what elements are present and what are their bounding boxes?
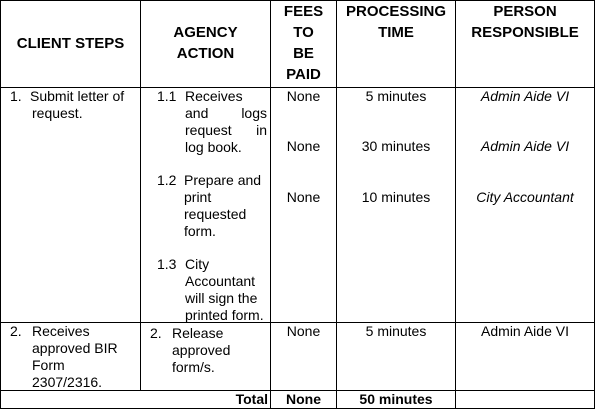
- header-person-responsible: [456, 1, 594, 43]
- header-agency-line1: AGENCY: [173, 24, 238, 41]
- action-1-2-line1: Prepare and: [184, 172, 262, 188]
- total-label: Total: [235, 391, 268, 407]
- action-1-1-line3a: request: [185, 122, 232, 138]
- action-1-1-line2b: logs: [241, 105, 267, 121]
- row2-client-step-line4: 2307/2316.: [32, 374, 103, 390]
- row2-client-step-line2: approved BIR: [32, 340, 118, 356]
- action-1-1-line3b: in: [256, 122, 267, 138]
- row2-step-number: 2.: [10, 323, 22, 339]
- action-1-2-line3: requested: [184, 206, 247, 222]
- header-person-line2: RESPONSIBLE: [471, 24, 579, 41]
- action-1-1-line4: log book.: [185, 139, 242, 155]
- action-1-1-line3: [185, 122, 267, 139]
- row1-fee-1: None: [286, 88, 321, 104]
- action-1-1-line1: Receives: [185, 88, 243, 104]
- row2-action-line3: form/s.: [172, 359, 215, 375]
- table-border-left: [0, 0, 1, 409]
- header-fees: [271, 1, 336, 85]
- header-processing-time: [337, 1, 455, 43]
- action-1-2-line4: form.: [184, 223, 216, 239]
- action-1-3-line2: Accountant: [185, 273, 256, 289]
- action-1-3-line3: will sign the: [185, 290, 258, 306]
- action-1-1-text: [185, 88, 267, 156]
- header-processing-line2: TIME: [378, 24, 414, 41]
- action-1-2-number: 1.2: [157, 172, 177, 188]
- header-agency-action: [141, 22, 270, 64]
- action-1-2-line2: print: [184, 189, 212, 205]
- total-time: 50 minutes: [359, 391, 433, 407]
- action-1-3-line1: City: [185, 256, 210, 272]
- header-agency-line2: ACTION: [176, 45, 235, 62]
- row2-client-step-line3: Form: [32, 357, 65, 373]
- row2-fee: None: [286, 323, 321, 339]
- header-fees-line2: TO: [293, 24, 314, 41]
- row1-fee-2: None: [286, 138, 321, 154]
- header-client-steps: CLIENT STEPS: [16, 35, 125, 52]
- action-1-2-text: [184, 172, 268, 240]
- header-fees-line4: PAID: [286, 66, 321, 83]
- action-1-3-number: 1.3: [157, 256, 177, 272]
- header-person-line1: PERSON: [493, 3, 557, 20]
- row1-person-2: Admin Aide VI: [480, 138, 570, 154]
- action-1-1-line2: [185, 105, 267, 122]
- table-border-bottom: [0, 408, 595, 409]
- row2-action-line2: approved: [172, 342, 231, 358]
- row2-person: Admin Aide VI: [481, 323, 569, 339]
- header-fees-line1: FEES: [283, 3, 324, 20]
- row2-action-text: [172, 325, 268, 376]
- row2-time: 5 minutes: [365, 323, 427, 339]
- action-1-3-line4: printed form.: [185, 307, 264, 323]
- row2-client-step: [32, 323, 138, 391]
- row1-client-step-line1: Submit letter of: [30, 88, 125, 104]
- row1-client-step: [30, 88, 138, 122]
- row1-step-number: 1.: [10, 88, 22, 104]
- action-1-3-text: [185, 256, 269, 324]
- row1-client-step-line2: request.: [32, 105, 83, 121]
- row1-person-3: City Accountant: [476, 189, 574, 205]
- total-fee: None: [286, 391, 321, 407]
- row1-time-2: 30 minutes: [361, 138, 431, 154]
- row2-client-step-line1: Receives: [32, 323, 90, 339]
- header-fees-line3: BE: [293, 45, 314, 62]
- header-processing-line1: PROCESSING: [345, 3, 447, 20]
- row2-action-line1: Release: [172, 325, 224, 341]
- row1-time-1: 5 minutes: [365, 88, 427, 104]
- row2-action-number: 2.: [150, 325, 162, 341]
- action-1-1-number: 1.1: [157, 88, 177, 104]
- row1-fee-3: None: [286, 189, 321, 205]
- row1-person-1: Admin Aide VI: [480, 88, 570, 104]
- row1-time-3: 10 minutes: [361, 189, 431, 205]
- action-1-1-line2a: and: [185, 105, 209, 121]
